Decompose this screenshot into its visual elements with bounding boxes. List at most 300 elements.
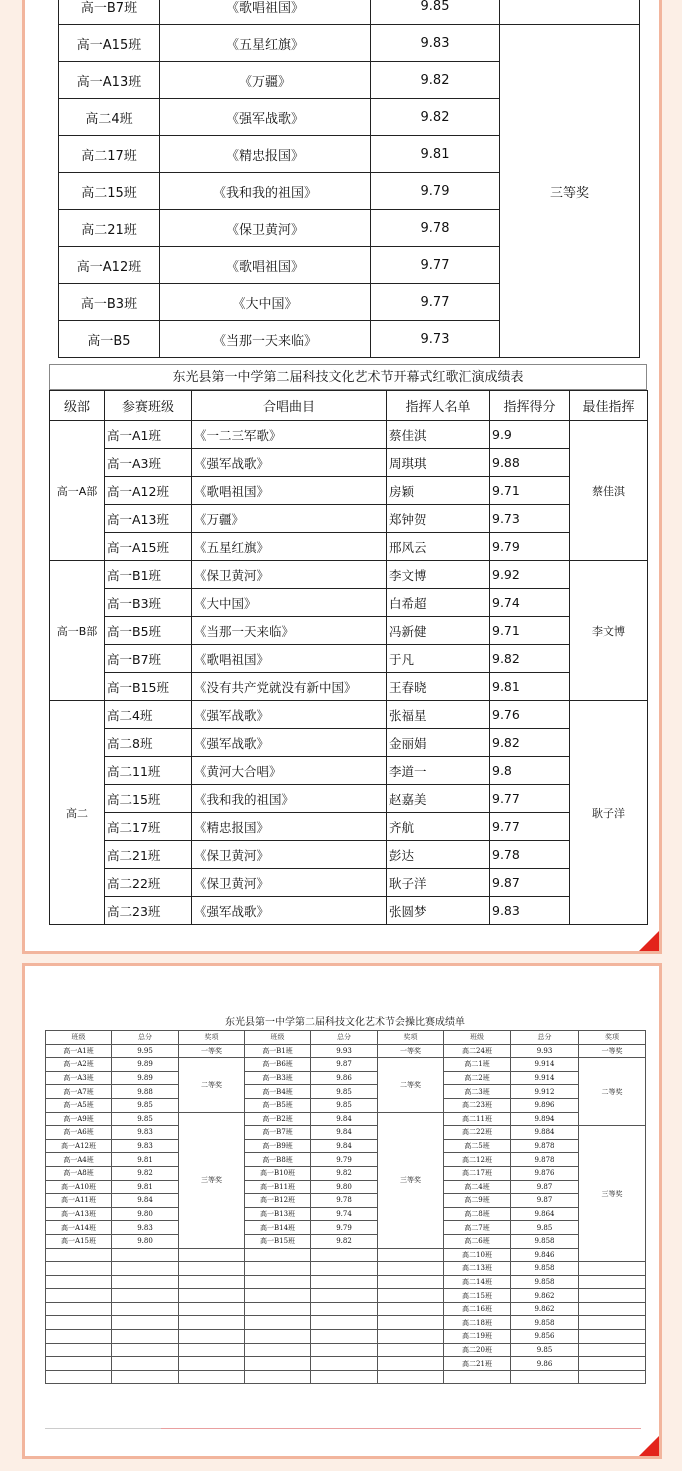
empty-cell	[311, 1289, 378, 1303]
table-row	[46, 1330, 646, 1344]
score-cell: 9.87	[511, 1180, 579, 1194]
score-cell: 9.81	[371, 136, 500, 173]
song-cell: 《歌唱祖国》	[192, 645, 387, 673]
score-cell: 9.78	[311, 1194, 378, 1208]
score-cell: 9.73	[490, 505, 570, 533]
empty-cell	[579, 1357, 646, 1371]
empty-cell	[46, 1357, 112, 1371]
column-header: 奖项	[179, 1031, 245, 1045]
dept-cell: 高二	[50, 701, 105, 925]
song-cell: 《精忠报国》	[160, 136, 371, 173]
table-row	[50, 533, 648, 561]
award-cell: 三等奖	[500, 25, 640, 358]
conductor-cell: 郑钟贺	[387, 505, 490, 533]
table-row	[46, 1112, 646, 1126]
score-cell: 9.82	[311, 1166, 378, 1180]
empty-cell	[179, 1289, 245, 1303]
empty-cell	[245, 1289, 311, 1303]
score-cell: 9.82	[490, 645, 570, 673]
table-row	[50, 785, 648, 813]
empty-cell	[245, 1370, 311, 1384]
class-cell: 高一B5班	[105, 617, 192, 645]
class-cell: 高一A6班	[46, 1126, 112, 1140]
empty-cell	[311, 1343, 378, 1357]
table-row	[46, 1194, 646, 1208]
empty-cell	[378, 1357, 444, 1371]
class-cell: 高二8班	[105, 729, 192, 757]
class-cell: 高一A15班	[59, 25, 160, 62]
score-cell: 9.862	[511, 1289, 579, 1303]
score-cell: 9.71	[490, 477, 570, 505]
class-cell: 高二3班	[444, 1085, 511, 1099]
table-row	[59, 25, 640, 62]
prize-cell-b: 三等奖	[378, 1112, 444, 1248]
class-cell: 高二5班	[444, 1139, 511, 1153]
score-cell: 9.87	[511, 1194, 579, 1208]
class-cell: 高一B1班	[245, 1044, 311, 1058]
empty-cell	[378, 1316, 444, 1330]
class-cell: 高二7班	[444, 1221, 511, 1235]
score-cell: 9.81	[490, 673, 570, 701]
class-cell: 高二21班	[59, 210, 160, 247]
score-cell: 9.77	[371, 247, 500, 284]
song-cell: 《五星红旗》	[192, 533, 387, 561]
conductor-cell: 王春晓	[387, 673, 490, 701]
score-cell: 9.88	[112, 1085, 179, 1099]
song-cell: 《大中国》	[160, 284, 371, 321]
conductor-cell: 张福星	[387, 701, 490, 729]
conductor-cell: 李文博	[387, 561, 490, 589]
class-cell: 高二23班	[105, 897, 192, 925]
score-cell: 9.896	[511, 1098, 579, 1112]
score-cell: 9.83	[112, 1139, 179, 1153]
prize-cell-c: 二等奖	[579, 1058, 646, 1126]
class-cell: 高二19班	[444, 1330, 511, 1344]
class-cell: 高一B14班	[245, 1221, 311, 1235]
score-cell: 9.86	[311, 1071, 378, 1085]
class-cell: 高二21班	[105, 841, 192, 869]
class-cell: 高二16班	[444, 1302, 511, 1316]
empty-cell	[579, 1343, 646, 1357]
song-cell: 《没有共产党就没有新中国》	[192, 673, 387, 701]
empty-cell	[245, 1248, 311, 1262]
table-row	[46, 1370, 646, 1384]
empty-cell	[579, 1275, 646, 1289]
score-panel-2	[22, 963, 662, 1459]
score-cell: 9.9	[490, 421, 570, 449]
table-row	[46, 1126, 646, 1140]
score-panel-1	[22, 0, 662, 954]
table-row	[50, 589, 648, 617]
table-row	[50, 729, 648, 757]
score-cell: 9.73	[371, 321, 500, 358]
empty-cell	[179, 1330, 245, 1344]
table-row	[50, 701, 648, 729]
score-cell: 9.74	[311, 1207, 378, 1221]
prize-cell-a: 二等奖	[179, 1058, 245, 1112]
empty-cell	[112, 1370, 179, 1384]
empty-cell	[311, 1262, 378, 1276]
prize-cell-b: 一等奖	[378, 1044, 444, 1058]
empty-cell	[46, 1343, 112, 1357]
divider	[45, 1428, 161, 1429]
singing-award-table	[58, 0, 640, 358]
score-cell: 9.878	[511, 1139, 579, 1153]
score-cell: 9.858	[511, 1234, 579, 1248]
column-header: 指挥人名单	[387, 391, 490, 421]
empty-cell	[378, 1302, 444, 1316]
song-cell: 《强军战歌》	[192, 897, 387, 925]
class-cell: 高一B5	[59, 321, 160, 358]
score-cell: 9.80	[112, 1234, 179, 1248]
empty-cell	[245, 1343, 311, 1357]
red-song-score-table	[49, 390, 648, 925]
score-cell: 9.86	[511, 1357, 579, 1371]
empty-cell	[46, 1370, 112, 1384]
score-cell: 9.876	[511, 1166, 579, 1180]
table-row	[50, 841, 648, 869]
table-row	[50, 449, 648, 477]
drill-score-table	[45, 1030, 646, 1384]
empty-cell	[579, 1262, 646, 1276]
class-cell: 高一B1班	[105, 561, 192, 589]
empty-cell	[378, 1262, 444, 1276]
empty-cell	[46, 1262, 112, 1276]
conductor-cell: 冯新健	[387, 617, 490, 645]
score-cell: 9.84	[311, 1112, 378, 1126]
table-row	[50, 477, 648, 505]
score-cell: 9.79	[490, 533, 570, 561]
table-row	[50, 505, 648, 533]
table-header-row	[46, 1031, 646, 1045]
score-cell: 9.74	[490, 589, 570, 617]
score-cell: 9.85	[112, 1112, 179, 1126]
table-row	[46, 1044, 646, 1058]
class-cell: 高一A1班	[46, 1044, 112, 1058]
score-cell: 9.93	[511, 1044, 579, 1058]
score-cell: 9.95	[112, 1044, 179, 1058]
song-cell: 《保卫黄河》	[160, 210, 371, 247]
class-cell: 高一A1班	[105, 421, 192, 449]
conductor-cell: 白希超	[387, 589, 490, 617]
column-header: 班级	[46, 1031, 112, 1045]
score-cell: 9.85	[511, 1221, 579, 1235]
class-cell: 高二2班	[444, 1071, 511, 1085]
column-header: 合唱曲目	[192, 391, 387, 421]
class-cell: 高二6班	[444, 1234, 511, 1248]
score-cell: 9.856	[511, 1330, 579, 1344]
song-cell: 《保卫黄河》	[192, 841, 387, 869]
score-cell: 9.76	[490, 701, 570, 729]
song-cell: 《五星红旗》	[160, 25, 371, 62]
table-row	[46, 1316, 646, 1330]
class-cell: 高一A15班	[105, 533, 192, 561]
dept-cell: 高一B部	[50, 561, 105, 701]
empty-cell	[378, 1289, 444, 1303]
class-cell: 高一A13班	[105, 505, 192, 533]
empty-cell	[112, 1248, 179, 1262]
column-header: 总分	[511, 1031, 579, 1045]
class-cell: 高一B15班	[245, 1234, 311, 1248]
best-conductor-cell: 耿子洋	[570, 701, 648, 925]
score-cell: 9.878	[511, 1153, 579, 1167]
empty-cell	[579, 1370, 646, 1384]
empty-cell	[112, 1330, 179, 1344]
class-cell: 高一B3班	[59, 284, 160, 321]
score-cell: 9.884	[511, 1126, 579, 1140]
class-cell: 高二15班	[59, 173, 160, 210]
table-row	[46, 1098, 646, 1112]
class-cell: 高一B3班	[245, 1071, 311, 1085]
class-cell: 高一A4班	[46, 1153, 112, 1167]
score-cell: 9.93	[311, 1044, 378, 1058]
class-cell: 高一A11班	[46, 1194, 112, 1208]
empty-cell	[112, 1343, 179, 1357]
class-cell: 高一B10班	[245, 1166, 311, 1180]
table-row	[50, 561, 648, 589]
conductor-cell: 于凡	[387, 645, 490, 673]
class-cell: 高一B9班	[245, 1139, 311, 1153]
class-cell: 高二1班	[444, 1058, 511, 1072]
score-cell: 9.80	[311, 1180, 378, 1194]
column-header: 奖项	[579, 1031, 646, 1045]
column-header: 奖项	[378, 1031, 444, 1045]
table-row	[50, 897, 648, 925]
column-header: 总分	[112, 1031, 179, 1045]
class-cell: 高二13班	[444, 1262, 511, 1276]
song-cell: 《强军战歌》	[192, 729, 387, 757]
class-cell: 高一A3班	[46, 1071, 112, 1085]
song-cell: 《一二三军歌》	[192, 421, 387, 449]
empty-cell	[46, 1330, 112, 1344]
empty-cell	[378, 1275, 444, 1289]
class-cell: 高一B2班	[245, 1112, 311, 1126]
empty-cell	[245, 1302, 311, 1316]
score-cell: 9.81	[112, 1153, 179, 1167]
prize-cell-a: 一等奖	[179, 1044, 245, 1058]
song-cell: 《强军战歌》	[192, 449, 387, 477]
score-cell: 9.82	[371, 99, 500, 136]
class-cell: 高一B5班	[245, 1098, 311, 1112]
song-cell: 《强军战歌》	[192, 701, 387, 729]
empty-cell	[179, 1262, 245, 1276]
table-row	[50, 757, 648, 785]
empty-cell	[245, 1275, 311, 1289]
column-header: 最佳指挥	[570, 391, 648, 421]
score-cell: 9.77	[371, 284, 500, 321]
class-cell: 高二18班	[444, 1316, 511, 1330]
class-cell: 高二24班	[444, 1044, 511, 1058]
class-cell: 高二11班	[444, 1112, 511, 1126]
score-cell: 9.83	[371, 25, 500, 62]
table-row	[46, 1153, 646, 1167]
score-cell: 9.82	[371, 62, 500, 99]
dept-cell: 高一A部	[50, 421, 105, 561]
empty-cell	[579, 1289, 646, 1303]
empty-cell	[46, 1275, 112, 1289]
prize-cell-a: 三等奖	[179, 1112, 245, 1248]
song-cell: 《当那一天来临》	[160, 321, 371, 358]
class-cell: 高二10班	[444, 1248, 511, 1262]
class-cell: 高一A14班	[46, 1221, 112, 1235]
conductor-cell: 齐航	[387, 813, 490, 841]
score-cell: 9.87	[311, 1058, 378, 1072]
drill-table-title: 东光县第一中学第二届科技文化艺术节会操比赛成绩单	[225, 1017, 465, 1028]
table-row	[46, 1343, 646, 1357]
class-cell: 高一B7班	[59, 0, 160, 25]
class-cell: 高一A13班	[46, 1207, 112, 1221]
song-cell: 《万疆》	[160, 62, 371, 99]
class-cell: 高二17班	[444, 1166, 511, 1180]
empty-cell	[112, 1275, 179, 1289]
prize-cell-c: 一等奖	[579, 1044, 646, 1058]
divider	[161, 1428, 641, 1429]
score-cell: 9.78	[490, 841, 570, 869]
class-cell: 高二4班	[444, 1180, 511, 1194]
score-cell: 9.8	[490, 757, 570, 785]
empty-cell	[179, 1357, 245, 1371]
class-cell: 高二12班	[444, 1153, 511, 1167]
class-cell: 高一B6班	[245, 1058, 311, 1072]
score-cell: 9.82	[490, 729, 570, 757]
best-conductor-cell: 李文博	[570, 561, 648, 701]
score-cell: 9.914	[511, 1058, 579, 1072]
class-cell: 高二15班	[105, 785, 192, 813]
score-cell: 9.88	[490, 449, 570, 477]
table-row	[50, 813, 648, 841]
song-cell: 《万疆》	[192, 505, 387, 533]
table-row	[46, 1275, 646, 1289]
table-row	[46, 1221, 646, 1235]
empty-cell	[245, 1262, 311, 1276]
class-cell: 高一B7班	[245, 1126, 311, 1140]
empty-cell	[444, 1370, 511, 1384]
score-cell: 9.85	[311, 1098, 378, 1112]
score-cell: 9.858	[511, 1275, 579, 1289]
class-cell: 高二20班	[444, 1343, 511, 1357]
song-cell: 《歌唱祖国》	[192, 477, 387, 505]
score-cell: 9.846	[511, 1248, 579, 1262]
empty-cell	[179, 1316, 245, 1330]
empty-cell	[311, 1316, 378, 1330]
score-cell: 9.83	[490, 897, 570, 925]
class-cell: 高二22班	[105, 869, 192, 897]
column-header: 班级	[245, 1031, 311, 1045]
class-cell: 高一B13班	[245, 1207, 311, 1221]
empty-cell	[378, 1330, 444, 1344]
empty-cell	[579, 1302, 646, 1316]
best-conductor-cell: 蔡佳淇	[570, 421, 648, 561]
class-cell: 高一A5班	[46, 1098, 112, 1112]
class-cell: 高二11班	[105, 757, 192, 785]
empty-cell	[179, 1370, 245, 1384]
score-cell: 9.862	[511, 1302, 579, 1316]
song-cell: 《保卫黄河》	[192, 561, 387, 589]
song-cell: 《大中国》	[192, 589, 387, 617]
class-cell: 高二14班	[444, 1275, 511, 1289]
empty-cell	[579, 1330, 646, 1344]
corner-decoration	[639, 931, 659, 951]
class-cell: 高一B3班	[105, 589, 192, 617]
table-row	[46, 1166, 646, 1180]
red-song-table-title: 东光县第一中学第二届科技文化艺术节开幕式红歌汇演成绩表	[49, 364, 647, 390]
empty-cell	[378, 1370, 444, 1384]
class-cell: 高一A10班	[46, 1180, 112, 1194]
conductor-cell: 张圆梦	[387, 897, 490, 925]
score-cell: 9.894	[511, 1112, 579, 1126]
score-cell: 9.80	[112, 1207, 179, 1221]
empty-cell	[112, 1289, 179, 1303]
empty-cell	[378, 1343, 444, 1357]
class-cell: 高二15班	[444, 1289, 511, 1303]
class-cell: 高一A2班	[46, 1058, 112, 1072]
class-cell: 高一B11班	[245, 1180, 311, 1194]
score-cell: 9.85	[511, 1343, 579, 1357]
class-cell: 高一B7班	[105, 645, 192, 673]
column-header: 指挥得分	[490, 391, 570, 421]
empty-cell	[179, 1275, 245, 1289]
song-cell: 《歌唱祖国》	[160, 0, 371, 25]
empty-cell	[311, 1330, 378, 1344]
class-cell: 高一A3班	[105, 449, 192, 477]
class-cell: 高二21班	[444, 1357, 511, 1371]
class-cell: 高一A12班	[59, 247, 160, 284]
table-header-row	[50, 391, 648, 421]
empty-cell	[112, 1302, 179, 1316]
class-cell: 高二23班	[444, 1098, 511, 1112]
conductor-cell: 彭达	[387, 841, 490, 869]
conductor-cell: 蔡佳淇	[387, 421, 490, 449]
class-cell: 高一B4班	[245, 1085, 311, 1099]
empty-cell	[46, 1302, 112, 1316]
score-cell: 9.89	[112, 1058, 179, 1072]
column-header: 总分	[311, 1031, 378, 1045]
empty-cell	[378, 1248, 444, 1262]
prize-cell-c: 三等奖	[579, 1126, 646, 1262]
table-row	[50, 421, 648, 449]
empty-cell	[311, 1248, 378, 1262]
class-cell: 高二22班	[444, 1126, 511, 1140]
table-row	[46, 1085, 646, 1099]
table-row	[46, 1234, 646, 1248]
class-cell: 高二8班	[444, 1207, 511, 1221]
conductor-cell: 赵嘉美	[387, 785, 490, 813]
table-row	[46, 1262, 646, 1276]
table-row	[50, 869, 648, 897]
column-header: 级部	[50, 391, 105, 421]
score-cell: 9.82	[112, 1166, 179, 1180]
song-cell: 《保卫黄河》	[192, 869, 387, 897]
score-cell: 9.78	[371, 210, 500, 247]
empty-cell	[311, 1357, 378, 1371]
score-cell: 9.864	[511, 1207, 579, 1221]
score-cell: 9.858	[511, 1262, 579, 1276]
score-cell: 9.85	[311, 1085, 378, 1099]
class-cell: 高二17班	[105, 813, 192, 841]
table-row	[50, 673, 648, 701]
conductor-cell: 房颖	[387, 477, 490, 505]
class-cell: 高一A7班	[46, 1085, 112, 1099]
score-cell: 9.89	[112, 1071, 179, 1085]
empty-cell	[311, 1370, 378, 1384]
table-row	[46, 1357, 646, 1371]
table-row	[46, 1180, 646, 1194]
table-row	[50, 617, 648, 645]
table-row	[46, 1058, 646, 1072]
song-cell: 《歌唱祖国》	[160, 247, 371, 284]
empty-cell	[179, 1248, 245, 1262]
class-cell: 高一A9班	[46, 1112, 112, 1126]
